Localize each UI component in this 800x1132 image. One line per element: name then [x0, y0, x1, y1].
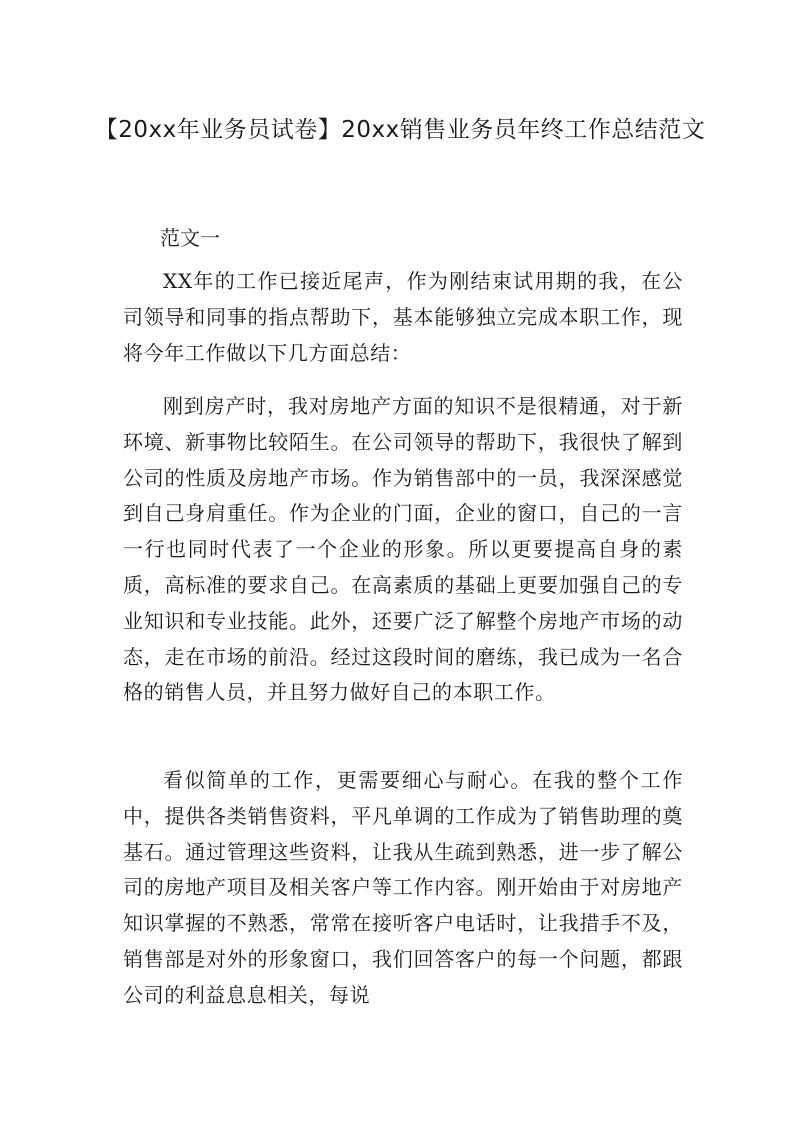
paragraph-2: 刚到房产时，我对房地产方面的知识不是很精通，对于新环境、新事物比较陌生。在公司领导的帮助下，我很快了解到公司的性质及房地产市场。作为销售部中的一员，我深深感觉到自己身肩重任。作为企业的门面，企业的窗口，自己的一言一行也同时代表了一个企业的形象。所以更要提高自身的素质，高标准的要求自己。在高素质的基础上更要加强自己的专业知识和专业技能。此外，还要广泛了解整个房地产市场的动态，走在市场的前沿。经过这段时间的磨练，我已成为一名合格的销售人员，并且努力做好自己的本职工作。	[123, 394, 683, 705]
paragraph-3: 看似简单的工作，更需要细心与耐心。在我的整个工作中，提供各类销售资料，平凡单调的工作成为了销售助理的奠基石。通过管理这些资料，让我从生疏到熟悉，进一步了解公司的房地产项目及相关客户等工作内容。刚开始由于对房地产知识掌握的不熟悉，常常在接听客户电话时，让我措手不及，销售部是对外的形象窗口，我们回答客户的每一个问题，都跟公司的利益息息相关，每说	[123, 768, 683, 1007]
section-heading: 范文一	[160, 226, 220, 250]
document-title: 【20xx年业务员试卷】20xx销售业务员年终工作总结范文	[94, 117, 706, 143]
paragraph-1: XX年的工作已接近尾声，作为刚结束试用期的我，在公司领导和同事的指点帮助下，基本能够独立完成本职工作，现将今年工作做以下几方面总结：	[123, 269, 683, 365]
